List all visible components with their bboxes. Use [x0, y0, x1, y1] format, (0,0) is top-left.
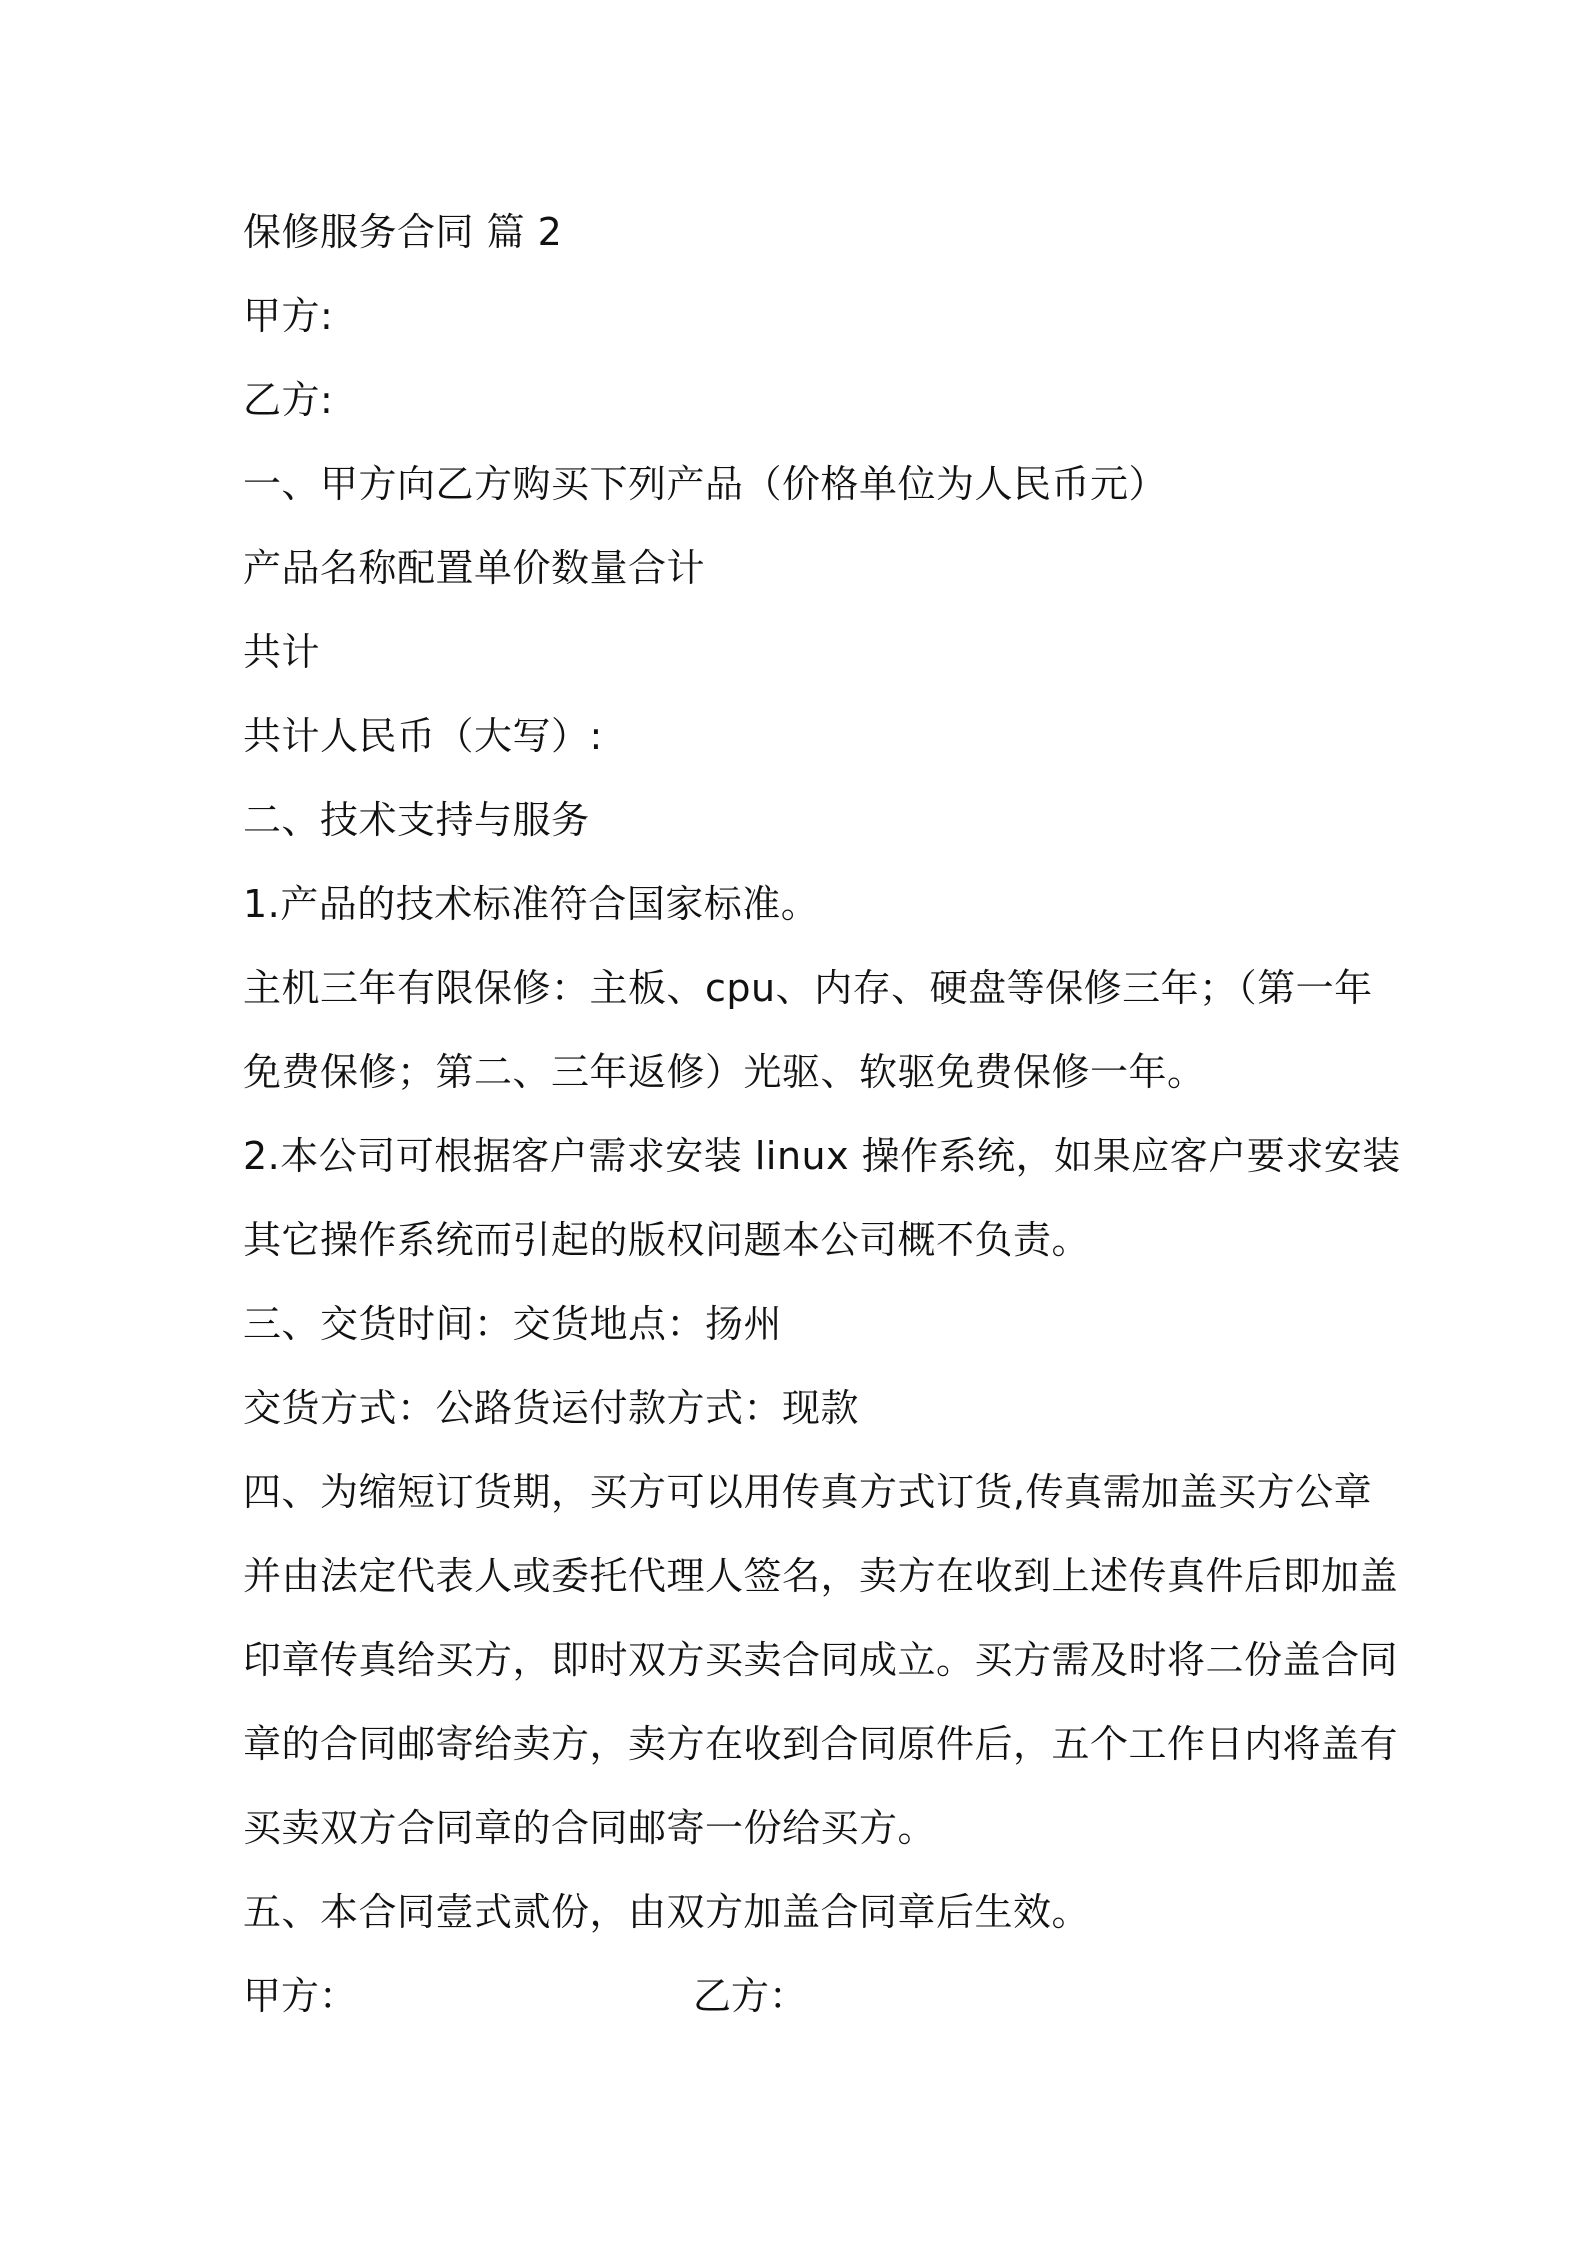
section-4-line-1: 四、为缩短订货期，买方可以用传真方式订货,传真需加盖买方公章	[243, 1470, 1373, 1514]
section-4-line-4: 章的合同邮寄给卖方，卖方在收到合同原件后，五个工作日内将盖有	[243, 1722, 1399, 1766]
warranty-text-line-2: 免费保修；第二、三年返修）光驱、软驱免费保修一年。	[243, 1050, 1206, 1094]
product-table-header: 产品名称配置单价数量合计	[243, 546, 706, 590]
total-rmb-label: 共计人民币（大写）:	[243, 714, 603, 758]
section-2-heading: 二、技术支持与服务	[243, 798, 590, 842]
party-a-label: 甲方:	[243, 294, 334, 338]
item-2-text-line-1: 2.本公司可根据客户需求安装 linux 操作系统，如果应客户要求安装	[243, 1134, 1401, 1178]
signature-party-a: 甲方：	[243, 1974, 358, 2018]
item-2-text-line-2: 其它操作系统而引起的版权问题本公司概不负责。	[243, 1218, 1091, 1262]
section-4-line-5: 买卖双方合同章的合同邮寄一份给买方。	[243, 1806, 937, 1850]
section-5-text: 五、本合同壹式贰份，由双方加盖合同章后生效。	[243, 1890, 1091, 1934]
section-1-heading: 一、甲方向乙方购买下列产品（价格单位为人民币元）	[243, 462, 1168, 506]
warranty-text-line-1: 主机三年有限保修：主板、cpu、内存、硬盘等保修三年；（第一年	[243, 966, 1373, 1010]
section-3-heading: 三、交货时间：交货地点：扬州	[243, 1302, 783, 1346]
delivery-method-text: 交货方式：公路货运付款方式：现款	[243, 1386, 860, 1430]
total-label: 共计	[243, 630, 321, 674]
signature-party-b: 乙方：	[693, 1974, 808, 2018]
party-b-label: 乙方:	[243, 378, 334, 422]
section-4-line-2: 并由法定代表人或委托代理人签名，卖方在收到上述传真件后即加盖	[243, 1554, 1399, 1598]
section-4-line-3: 印章传真给买方，即时双方买卖合同成立。买方需及时将二份盖合同	[243, 1638, 1399, 1682]
item-1-text: 1.产品的技术标准符合国家标准。	[243, 882, 820, 926]
document-title: 保修服务合同 篇 2	[243, 210, 563, 254]
